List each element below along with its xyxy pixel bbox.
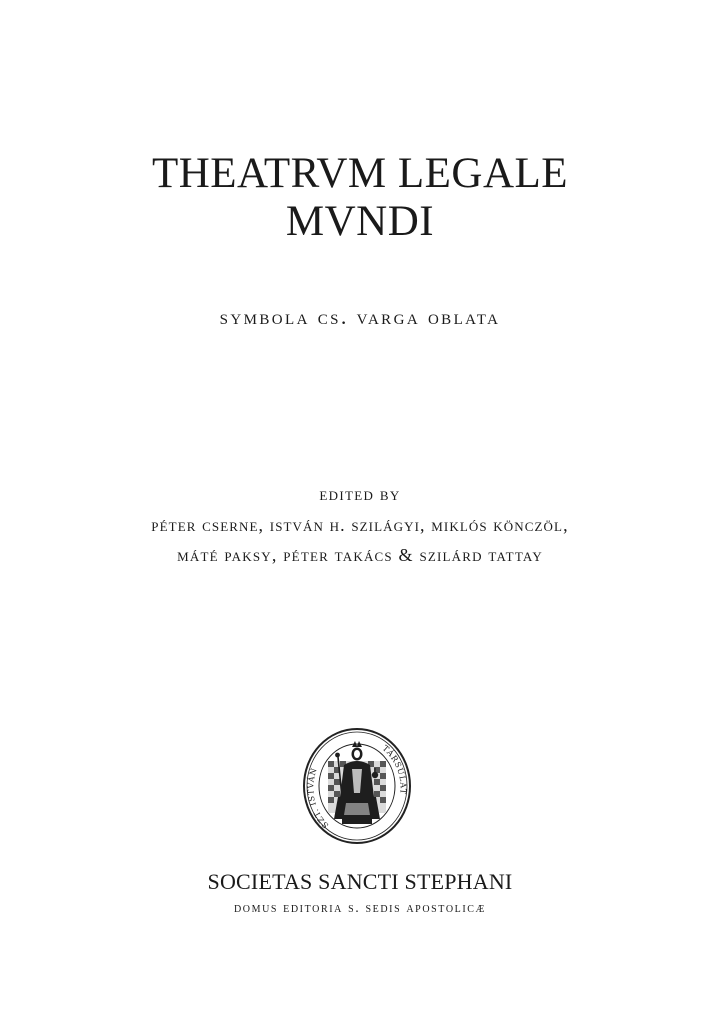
- editors-line-2: máté paksy, péter takács & szilárd tattay: [177, 545, 543, 565]
- book-title-line-2: MVNDI: [285, 198, 435, 245]
- seal-right-text: TÁRSULAT: [380, 743, 408, 796]
- book-title-line-1: THEATRVM LEGALE: [151, 150, 569, 197]
- seal-left-text: SZT. ISTVÁN: [306, 766, 331, 830]
- publisher-subline: domus editoria s. sedis apostolicæ: [233, 901, 487, 916]
- book-subtitle: symbola cs. varga oblata: [219, 304, 501, 329]
- seal-emblem-icon: [302, 727, 412, 845]
- publisher-name: SOCIETAS SANCTI STEPHANI: [207, 869, 513, 894]
- editors-line-1: péter cserne, istván h. szilágyi, miklós könczöl,: [151, 515, 569, 535]
- edited-by-label: edited by: [319, 484, 401, 504]
